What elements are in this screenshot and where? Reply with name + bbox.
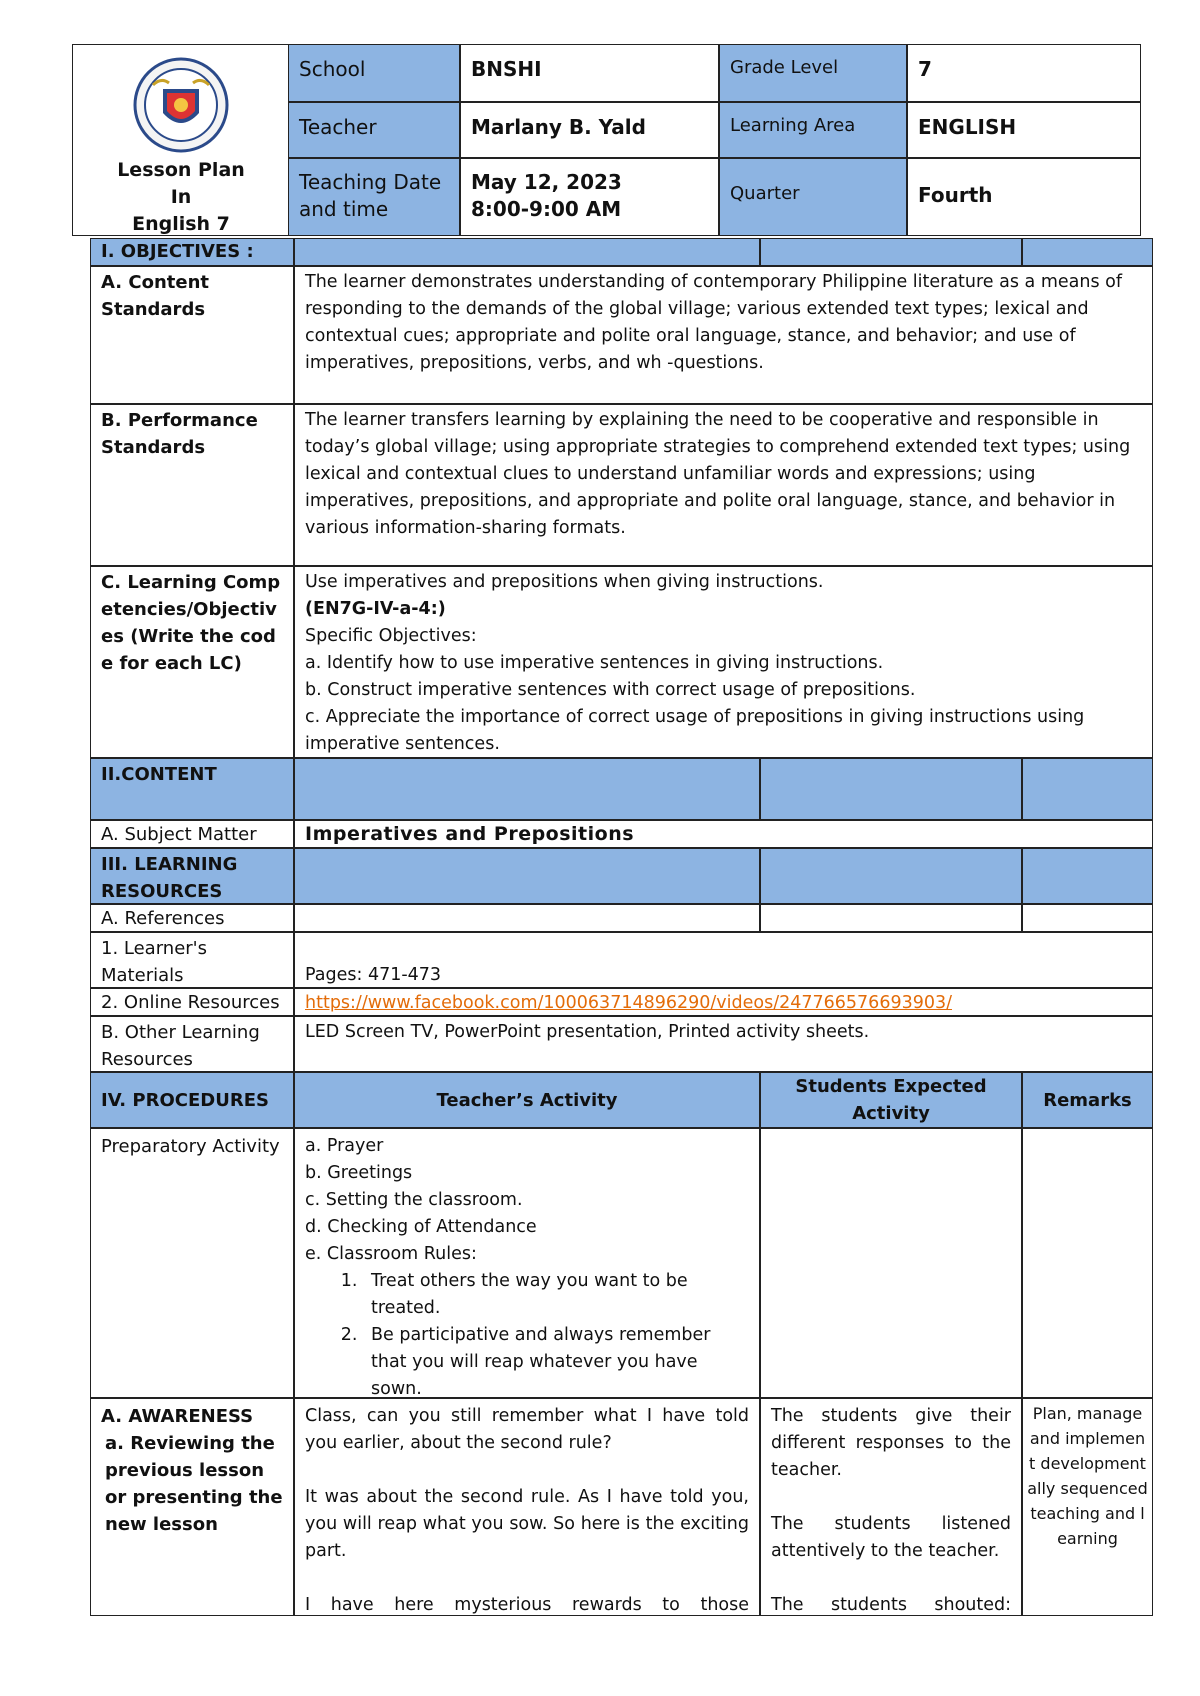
online-resource-link[interactable]: https://www.facebook.com/100063714896290/videos/247766576693903/ xyxy=(305,993,953,1013)
school-value: BNSHI xyxy=(460,44,719,102)
references-blank xyxy=(760,904,1022,932)
logo-caption-line: Lesson Plan xyxy=(117,159,245,181)
content-standards-text: The learner demonstrates understanding of contemporary Philippine literature as a means of responding to the demands of the global village; various extended text types; lexical and contextual cues; appropriate and polite oral language, stance, and behavior; and use of imperatives, prepositions, verbs, and wh -questions. xyxy=(294,266,1153,404)
teacher-dialogue: I have here mysterious rewards to those xyxy=(305,1595,749,1615)
date-value-line: May 12, 2023 xyxy=(471,170,622,194)
students-response: The students listened attentively to the teacher. xyxy=(771,1514,1011,1561)
content-standards-label: A. Content Standards xyxy=(90,266,294,404)
learners-materials-value: Pages: 471-473 xyxy=(294,932,1153,988)
grade-label: Grade Level xyxy=(719,44,907,102)
students-activity-header: Students Expected Activity xyxy=(760,1072,1022,1128)
time-value-line: 8:00-9:00 AM xyxy=(471,197,622,221)
teacher-dialogue: Class, can you still remember what I have told you earlier, about the second rule? xyxy=(305,1406,749,1453)
online-resources-cell xyxy=(294,988,1153,1016)
classroom-rule: 1. Treat others the way you want to be treated. xyxy=(363,1268,749,1322)
content-title: II.CONTENT xyxy=(90,758,294,820)
area-value: ENGLISH xyxy=(907,102,1141,158)
performance-standards-label: B. Performance Standards xyxy=(90,404,294,566)
awareness-label xyxy=(90,1398,294,1616)
students-response: The students shouted: xyxy=(771,1595,1011,1615)
preparatory-students-cell xyxy=(760,1128,1022,1398)
teacher-activity-header: Teacher’s Activity xyxy=(294,1072,760,1128)
classroom-rule: 2. Be participative and always remember that you will reap whatever you have sown. xyxy=(363,1322,749,1403)
grade-value: 7 xyxy=(907,44,1141,102)
resources-blank xyxy=(1022,848,1153,904)
objectives-blank xyxy=(294,238,760,266)
performance-standards-text: The learner transfers learning by explaining the need to be cooperative and responsible in today’s global village; using appropriate strategies to comprehend extended text types; using lexical and contextual clues to understand unfamiliar words and expressions; using imperatives, prepositions, and appropriate and polite oral language, stance, and behavior in various information-sharing formats. xyxy=(294,404,1153,566)
content-blank xyxy=(760,758,1022,820)
preparatory-item: e. Classroom Rules: xyxy=(305,1244,477,1264)
teacher-label: Teacher xyxy=(288,102,460,158)
competency-line: a. Identify how to use imperative sentences in giving instructions. xyxy=(305,653,884,673)
date-value xyxy=(460,158,719,236)
logo-caption-line: English 7 xyxy=(132,213,230,235)
objectives-title: I. OBJECTIVES : xyxy=(90,238,294,266)
date-label: Teaching Date and time xyxy=(288,158,460,236)
school-label: School xyxy=(288,44,460,102)
competency-line: b. Construct imperative sentences with correct usage of prepositions. xyxy=(305,680,916,700)
resources-blank xyxy=(760,848,1022,904)
content-blank xyxy=(294,758,760,820)
students-response: The students give their different responses to the teacher. xyxy=(771,1406,1011,1480)
awareness-students-activity xyxy=(760,1398,1022,1616)
preparatory-item: b. Greetings xyxy=(305,1163,413,1183)
preparatory-activity-content xyxy=(294,1128,760,1398)
teacher-value: Marlany B. Yald xyxy=(460,102,719,158)
logo-cell xyxy=(72,44,288,236)
quarter-label: Quarter xyxy=(719,158,907,236)
preparatory-item: c. Setting the classroom. xyxy=(305,1190,523,1210)
competency-line: Specific Objectives: xyxy=(305,626,477,646)
objectives-blank xyxy=(760,238,1022,266)
preparatory-remarks-cell xyxy=(1022,1128,1153,1398)
awareness-remarks: Plan, manage and implement developmentally sequenced teaching and learning xyxy=(1022,1398,1153,1616)
learning-competencies-text xyxy=(294,566,1153,758)
remarks-header: Remarks xyxy=(1022,1072,1153,1128)
competency-line: Use imperatives and prepositions when giving instructions. xyxy=(305,572,824,592)
teacher-dialogue: It was about the second rule. As I have told you, you will reap what you sow. So here is the exciting part. xyxy=(305,1487,749,1561)
awareness-title: A. AWARENESS xyxy=(101,1406,254,1427)
quarter-value: Fourth xyxy=(907,158,1141,236)
references-blank xyxy=(1022,904,1153,932)
logo-caption-line: In xyxy=(170,186,192,208)
preparatory-item: d. Checking of Attendance xyxy=(305,1217,537,1237)
awareness-subtitle: a. Reviewing the previous lesson or presenting the new lesson xyxy=(105,1433,283,1535)
resources-blank xyxy=(294,848,760,904)
references-blank xyxy=(294,904,760,932)
awareness-teacher-activity xyxy=(294,1398,760,1616)
online-resources-label: 2. Online Resources xyxy=(90,988,294,1016)
competency-code: (EN7G-IV-a-4:) xyxy=(305,599,446,619)
other-resources-value: LED Screen TV, PowerPoint presentation, Printed activity sheets. xyxy=(294,1016,1153,1072)
classroom-rules-list xyxy=(305,1268,749,1403)
learning-competencies-label: C. Learning Competencies/Objectives (Write the code for each LC) xyxy=(90,566,294,758)
deped-seal-icon xyxy=(131,55,231,155)
content-blank xyxy=(1022,758,1153,820)
competency-line: c. Appreciate the importance of correct usage of prepositions in giving instructions using imperative sentences. xyxy=(305,707,1085,754)
area-label: Learning Area xyxy=(719,102,907,158)
learning-resources-title: III. LEARNING RESOURCES xyxy=(90,848,294,904)
learners-materials-label: 1. Learner's Materials xyxy=(90,932,294,988)
references-label: A. References xyxy=(90,904,294,932)
preparatory-activity-label: Preparatory Activity xyxy=(90,1128,294,1398)
other-resources-label: B. Other Learning Resources xyxy=(90,1016,294,1072)
preparatory-item: a. Prayer xyxy=(305,1136,384,1156)
procedures-title: IV. PROCEDURES xyxy=(90,1072,294,1128)
subject-matter-value: Imperatives and Prepositions xyxy=(294,820,1153,848)
objectives-blank xyxy=(1022,238,1153,266)
subject-matter-label: A. Subject Matter xyxy=(90,820,294,848)
